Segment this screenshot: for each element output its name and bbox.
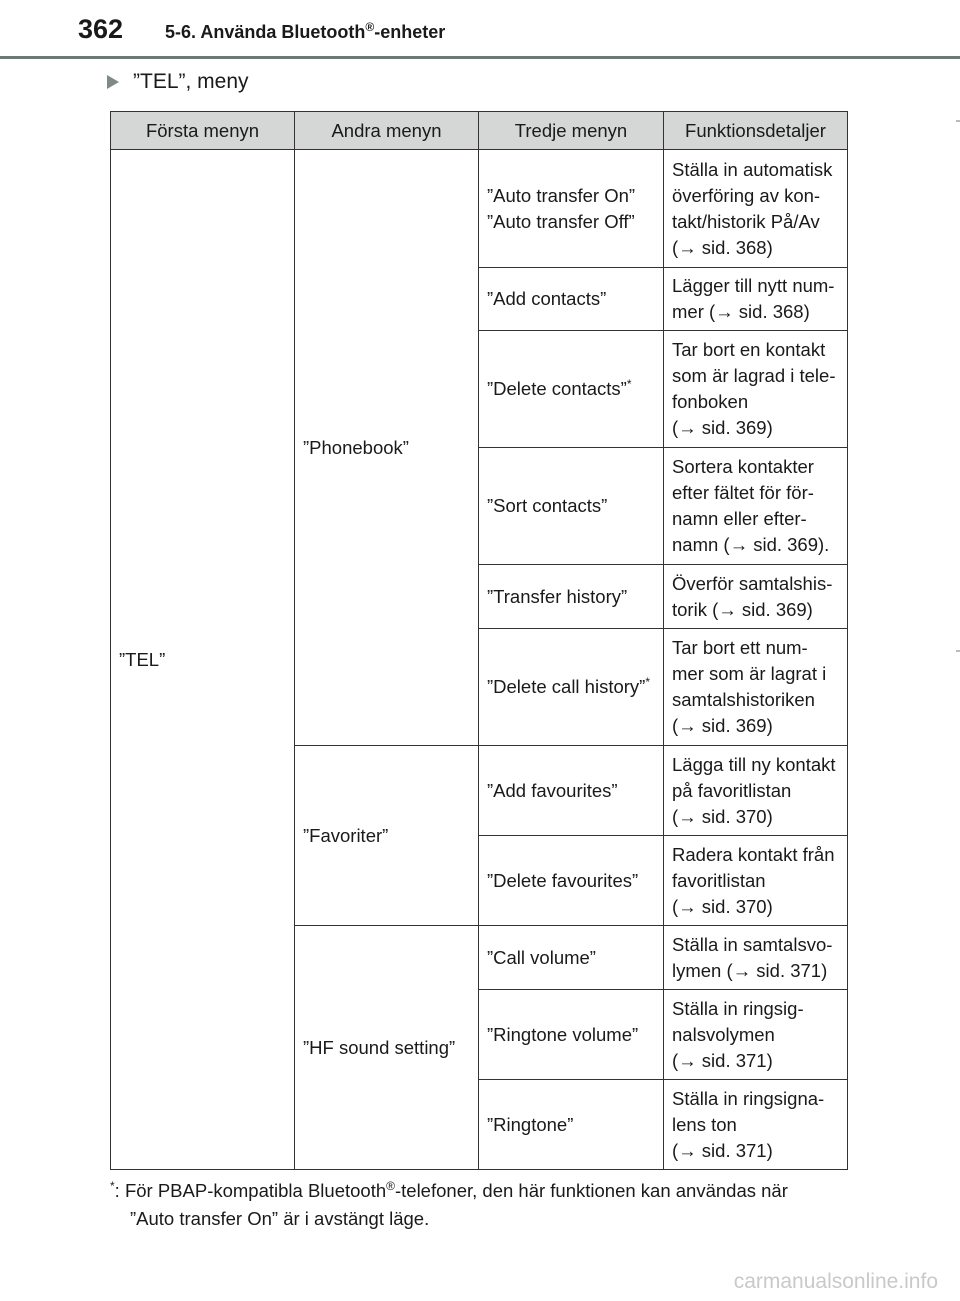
third-menu-line: ”Sort contacts” bbox=[487, 495, 608, 516]
details-line: mer (→ sid. 368) bbox=[672, 301, 810, 322]
third-menu-cell bbox=[479, 268, 664, 331]
details-line: på favoritlistan bbox=[672, 779, 792, 801]
details-cell bbox=[664, 746, 848, 836]
details-line: (→ sid. 368) bbox=[672, 236, 773, 258]
column-header: Andra menyn bbox=[295, 112, 479, 150]
third-menu-line: ”Auto transfer On” bbox=[487, 184, 636, 206]
third-menu-cell bbox=[479, 150, 664, 268]
third-menu-cell bbox=[479, 926, 664, 990]
third-menu-cell bbox=[479, 746, 664, 836]
details-line: (→ sid. 371) bbox=[672, 1139, 773, 1161]
table-row bbox=[111, 150, 848, 268]
third-menu-line: ”Add favourites” bbox=[487, 779, 618, 801]
details-line: överföring av kon- bbox=[672, 184, 821, 206]
second-menu-cell: ”Phonebook” bbox=[295, 150, 479, 746]
details-line: Ställa in ringsigna- bbox=[672, 1087, 825, 1109]
details-cell bbox=[664, 565, 848, 629]
third-menu-line: ”Ringtone volume” bbox=[487, 1023, 639, 1045]
third-menu-line: ”Transfer history” bbox=[487, 585, 628, 607]
third-menu-cell bbox=[479, 629, 664, 746]
column-header: Tredje menyn bbox=[479, 112, 664, 150]
details-cell bbox=[664, 331, 848, 448]
details-line: favoritlistan bbox=[672, 869, 766, 891]
details-cell bbox=[664, 836, 848, 926]
details-line: Radera kontakt från bbox=[672, 843, 835, 865]
table-body bbox=[111, 150, 848, 1170]
details-line: Lägga till ny kontakt bbox=[672, 753, 836, 775]
third-menu-cell bbox=[479, 331, 664, 448]
details-line: mer som är lagrat i bbox=[672, 663, 827, 684]
details-line: Sortera kontakter bbox=[672, 456, 814, 477]
footnote bbox=[110, 1177, 850, 1233]
section-title: 5-6. Använda Bluetooth®-enheter bbox=[165, 20, 446, 42]
details-line: som är lagrad i tele- bbox=[672, 365, 836, 386]
third-menu-line: ”Delete favourites” bbox=[487, 869, 639, 891]
first-menu-cell: ”TEL” bbox=[111, 150, 295, 1170]
details-cell bbox=[664, 990, 848, 1080]
watermark: carmanualsonline.info bbox=[733, 1270, 938, 1293]
details-line: torik (→ sid. 369) bbox=[672, 598, 813, 620]
details-line: namn eller efter- bbox=[672, 508, 807, 529]
second-menu-cell: ”HF sound setting” bbox=[295, 926, 479, 1170]
details-line: nalsvolymen bbox=[672, 1023, 775, 1045]
page-header bbox=[0, 0, 960, 62]
menu-heading: ”TEL”, meny bbox=[107, 70, 249, 94]
details-line: fonboken bbox=[672, 391, 749, 412]
edge-mark bbox=[956, 120, 960, 122]
details-line: Överför samtalshis- bbox=[672, 572, 833, 594]
edge-mark bbox=[956, 650, 960, 652]
header-divider bbox=[0, 56, 960, 59]
details-line: lymen (→ sid. 371) bbox=[672, 959, 828, 981]
footnote-line: *: För PBAP-kompatibla Bluetooth®-telefoner, den här funktionen kan användas när bbox=[110, 1178, 788, 1201]
details-line: takt/historik På/Av bbox=[672, 210, 820, 232]
details-line: (→ sid. 371) bbox=[672, 1049, 773, 1071]
third-menu-cell bbox=[479, 836, 664, 926]
details-line: Lägger till nytt num- bbox=[672, 275, 835, 296]
third-menu-cell bbox=[479, 565, 664, 629]
third-menu-cell bbox=[479, 1080, 664, 1170]
tel-menu-table bbox=[110, 111, 848, 1170]
footnote-marker: * bbox=[626, 376, 632, 391]
details-line: Ställa in ringsig- bbox=[672, 997, 804, 1019]
footnote-line: ”Auto transfer On” är i avstängt läge. bbox=[130, 1208, 430, 1229]
third-menu-line: ”Delete contacts”* bbox=[487, 376, 632, 399]
third-menu-line: ”Ringtone” bbox=[487, 1113, 574, 1135]
details-cell bbox=[664, 268, 848, 331]
second-menu-cell: ”Favoriter” bbox=[295, 746, 479, 926]
third-menu-line: ”Auto transfer Off” bbox=[487, 210, 635, 232]
details-line: Ställa in samtalsvo- bbox=[672, 933, 833, 955]
details-line: namn (→ sid. 369). bbox=[672, 534, 830, 555]
details-line: (→ sid. 370) bbox=[672, 805, 773, 827]
third-menu-cell bbox=[479, 448, 664, 565]
details-line: (→ sid. 370) bbox=[672, 895, 773, 917]
details-line: samtalshistoriken bbox=[672, 689, 815, 710]
third-menu-cell bbox=[479, 990, 664, 1080]
details-cell bbox=[664, 448, 848, 565]
details-cell bbox=[664, 1080, 848, 1170]
third-menu-line: ”Call volume” bbox=[487, 946, 596, 968]
details-line: (→ sid. 369) bbox=[672, 715, 773, 736]
details-cell bbox=[664, 629, 848, 746]
details-cell bbox=[664, 150, 848, 268]
table-header-row bbox=[111, 112, 848, 150]
footnote-marker: * bbox=[645, 674, 650, 689]
third-menu-line: ”Delete call history”* bbox=[487, 674, 650, 697]
triangle-bullet-icon bbox=[107, 75, 119, 89]
third-menu-line: ”Add contacts” bbox=[487, 288, 607, 309]
details-line: Tar bort ett num- bbox=[672, 637, 808, 658]
details-cell bbox=[664, 926, 848, 990]
details-line: lens ton bbox=[672, 1113, 737, 1135]
details-line: (→ sid. 369) bbox=[672, 417, 773, 438]
column-header: Funktionsdetaljer bbox=[664, 112, 848, 150]
column-header: Första menyn bbox=[111, 112, 295, 150]
details-line: efter fältet för för- bbox=[672, 482, 814, 503]
details-line: Tar bort en kontakt bbox=[672, 339, 826, 360]
page-number: 362 bbox=[78, 14, 124, 44]
details-line: Ställa in automatisk bbox=[672, 158, 833, 180]
